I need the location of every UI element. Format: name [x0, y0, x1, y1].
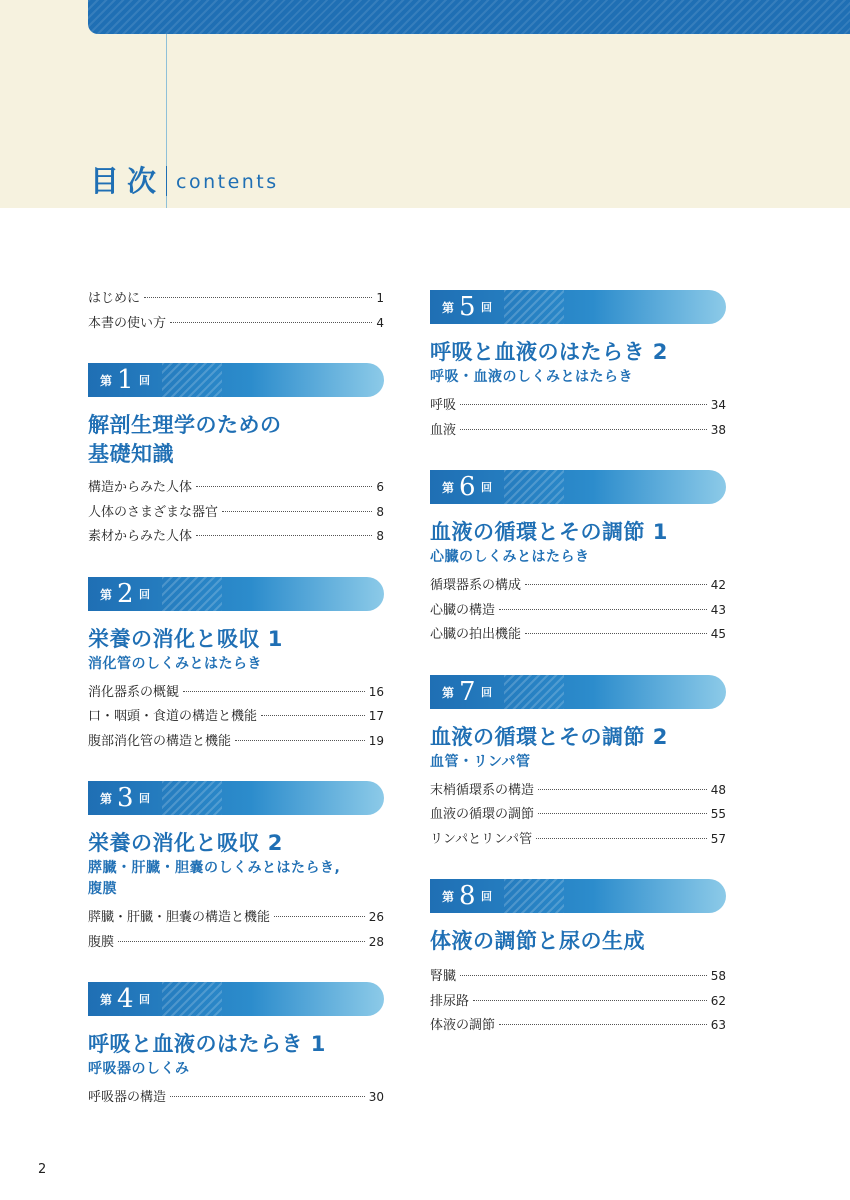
chapter-banner [88, 982, 384, 1016]
chapter-number: 1 [117, 365, 134, 395]
toc-entry[interactable] [88, 704, 384, 729]
toc-entry-label: 呼吸 [430, 398, 457, 413]
chapter-banner [430, 879, 726, 913]
chapter-suffix: 回 [481, 301, 492, 314]
chapter-banner [88, 363, 384, 397]
toc-entry[interactable] [430, 827, 726, 852]
toc-entry-page: 30 [368, 1090, 384, 1104]
chapter-number: 7 [459, 676, 476, 707]
leader-dots [170, 1096, 365, 1097]
chapter-title[interactable]: 栄養の消化と吸収 2 [88, 831, 283, 855]
toc-right-column [430, 290, 726, 1038]
chapter-number: 4 [117, 984, 134, 1014]
toc-entry[interactable] [430, 964, 726, 989]
toc-entry-label: 血液の循環の調節 [430, 807, 535, 822]
page-subtitle: contents [176, 171, 279, 193]
chapter-suffix: 回 [139, 792, 150, 805]
leader-dots [170, 322, 372, 323]
toc-entry-page: 28 [368, 934, 384, 949]
toc-entry-label: 人体のさまざまな器官 [88, 504, 219, 520]
leader-dots [499, 1024, 707, 1025]
leader-dots [196, 535, 372, 536]
toc-entry-label: 体液の調節 [430, 1018, 496, 1033]
toc-entry[interactable] [430, 989, 726, 1014]
toc-entry[interactable] [430, 598, 726, 623]
chapter-subtitle: 血管・リンパ管 [430, 753, 531, 770]
toc-entry-label: 腎臓 [430, 969, 457, 984]
chapter-number: 8 [459, 881, 476, 911]
toc-entry[interactable] [430, 1013, 726, 1038]
chapter-title[interactable]: 栄養の消化と吸収 1 [88, 626, 283, 651]
toc-entry[interactable] [88, 680, 384, 705]
chapter-2 [88, 577, 384, 754]
chapter-suffix: 回 [481, 685, 492, 699]
chapter-4 [88, 982, 384, 1110]
leader-dots [538, 813, 707, 814]
toc-entry[interactable] [430, 778, 726, 803]
leader-dots [118, 941, 365, 942]
leader-dots [538, 789, 707, 790]
chapter-1 [88, 363, 384, 549]
toc-entry-page: 8 [376, 529, 384, 543]
toc-entry[interactable] [430, 802, 726, 827]
toc-entry-label: 消化器系の概観 [88, 684, 180, 700]
toc-entry-page: 42 [710, 578, 726, 592]
chapter-title[interactable]: 基礎知識 [88, 442, 174, 466]
toc-entry[interactable] [430, 573, 726, 598]
toc-entry-page: 6 [376, 480, 384, 494]
toc-entry-label: 構造からみた人体 [88, 480, 193, 495]
toc-entry-page: 45 [710, 627, 726, 641]
chapter-title[interactable]: 呼吸と血液のはたらき 2 [430, 340, 668, 364]
toc-entry[interactable] [88, 905, 384, 930]
toc-entry[interactable] [430, 418, 726, 443]
toc-entry-label: 本書の使い方 [88, 315, 167, 331]
toc-entry-label: 排尿路 [430, 993, 470, 1009]
toc-entry[interactable] [88, 311, 384, 336]
chapter-subtitle: 呼吸器のしくみ [88, 1061, 190, 1077]
chapter-banner [430, 290, 726, 324]
page-number: 2 [38, 1162, 47, 1177]
toc-entry-page: 26 [368, 910, 384, 924]
toc-entry-page: 63 [710, 1018, 726, 1032]
toc-entry-page: 55 [710, 807, 726, 821]
chapter-title[interactable]: 解剖生理学のための [88, 413, 282, 437]
toc-entry-page: 19 [368, 733, 384, 748]
toc-entry[interactable] [88, 475, 384, 500]
title-separator [166, 166, 167, 196]
toc-entry-page: 17 [368, 709, 384, 723]
toc-entry-page: 16 [368, 684, 384, 699]
leader-dots [536, 838, 707, 839]
toc-entry-page: 58 [710, 969, 726, 983]
leader-dots [460, 404, 707, 405]
leader-dots [235, 740, 365, 741]
toc-entry-label: 素材からみた人体 [88, 529, 193, 544]
leader-dots [183, 691, 365, 692]
chapter-prefix: 第 [100, 374, 113, 388]
toc-entry-label: 膵臓・肝臓・胆嚢の構造と機能 [88, 910, 271, 925]
chapter-suffix: 回 [139, 374, 150, 387]
toc-entry-page: 38 [710, 422, 726, 437]
chapter-6 [430, 470, 726, 647]
toc-entry-page: 43 [710, 602, 726, 617]
toc-entry-page: 57 [710, 831, 726, 846]
leader-dots [274, 916, 365, 917]
toc-entry[interactable] [88, 524, 384, 549]
toc-entry[interactable] [88, 729, 384, 754]
toc-entry-page: 34 [710, 398, 726, 412]
leader-dots [499, 609, 707, 610]
chapter-3 [88, 781, 384, 954]
chapter-title[interactable]: 呼吸と血液のはたらき 1 [88, 1032, 326, 1056]
leader-dots [460, 975, 707, 976]
chapter-number: 3 [117, 783, 134, 813]
toc-entry-label: 腹膜 [88, 934, 115, 950]
leader-dots [196, 486, 372, 487]
toc-entry-label: 呼吸器の構造 [88, 1090, 167, 1105]
toc-entry-page: 4 [376, 315, 384, 330]
chapter-prefix: 第 [100, 587, 113, 602]
toc-entry-label: 心臓の拍出機能 [430, 627, 522, 642]
toc-entry-label: リンパとリンパ管 [430, 831, 533, 847]
chapter-banner [88, 781, 384, 815]
chapter-prefix: 第 [442, 890, 455, 904]
toc-entry-label: 循環器系の構成 [430, 578, 522, 593]
chapter-suffix: 回 [481, 481, 492, 494]
chapter-banner [430, 470, 726, 504]
chapter-suffix: 回 [139, 587, 150, 601]
chapter-number: 2 [117, 578, 134, 609]
leader-dots [525, 633, 707, 634]
page-title: 目次 [90, 164, 165, 198]
chapter-title[interactable]: 体液の調節と尿の生成 [430, 929, 645, 953]
chapter-prefix: 第 [442, 301, 455, 315]
toc-entry[interactable] [430, 393, 726, 418]
chapter-subtitle: 腹膜 [88, 881, 117, 897]
chapter-7 [430, 675, 726, 852]
leader-dots [144, 297, 372, 298]
leader-dots [473, 1000, 707, 1001]
toc-entry[interactable] [430, 622, 726, 647]
chapter-subtitle: 呼吸・血液のしくみとはたらき [430, 369, 633, 385]
toc-entry-label: はじめに [88, 291, 141, 306]
toc-entry[interactable] [88, 1085, 384, 1110]
leader-dots [525, 584, 707, 585]
toc-entry-page: 8 [376, 504, 384, 519]
chapter-prefix: 第 [442, 481, 455, 495]
chapter-prefix: 第 [100, 792, 113, 806]
chapter-subtitle: 心臓のしくみとはたらき [430, 549, 590, 565]
toc-entry[interactable] [88, 286, 384, 311]
chapter-8 [430, 879, 726, 1038]
chapter-suffix: 回 [481, 890, 492, 903]
leader-dots [222, 511, 372, 512]
chapter-banner [88, 577, 384, 611]
chapter-banner [430, 675, 726, 709]
toc-left-column [88, 286, 384, 1110]
chapter-prefix: 第 [442, 685, 455, 700]
chapter-5 [430, 290, 726, 442]
chapter-title[interactable]: 血液の循環とその調節 1 [430, 520, 668, 544]
header-stripe-bar [88, 0, 850, 34]
chapter-prefix: 第 [100, 993, 113, 1007]
chapter-subtitle: 膵臓・肝臓・胆嚢のしくみとはたらき, [88, 860, 341, 876]
leader-dots [261, 715, 365, 716]
leader-dots [460, 429, 707, 430]
toc-entry-label: 口・咽頭・食道の構造と機能 [88, 709, 258, 724]
toc-entry-label: 腹部消化管の構造と機能 [88, 733, 232, 749]
toc-entry[interactable] [88, 930, 384, 955]
toc-entry-page: 1 [376, 291, 384, 305]
chapter-number: 6 [459, 472, 476, 502]
toc-entry-label: 心臓の構造 [430, 602, 496, 618]
toc-entry-page: 48 [710, 782, 726, 797]
toc-entry-label: 血液 [430, 422, 457, 438]
toc-entry-label: 末梢循環系の構造 [430, 782, 535, 798]
toc-entry[interactable] [88, 500, 384, 525]
chapter-subtitle: 消化管のしくみとはたらき [88, 655, 262, 672]
chapter-number: 5 [459, 292, 476, 322]
chapter-title[interactable]: 血液の循環とその調節 2 [430, 724, 668, 749]
chapter-suffix: 回 [139, 993, 150, 1006]
toc-entry-page: 62 [710, 993, 726, 1008]
